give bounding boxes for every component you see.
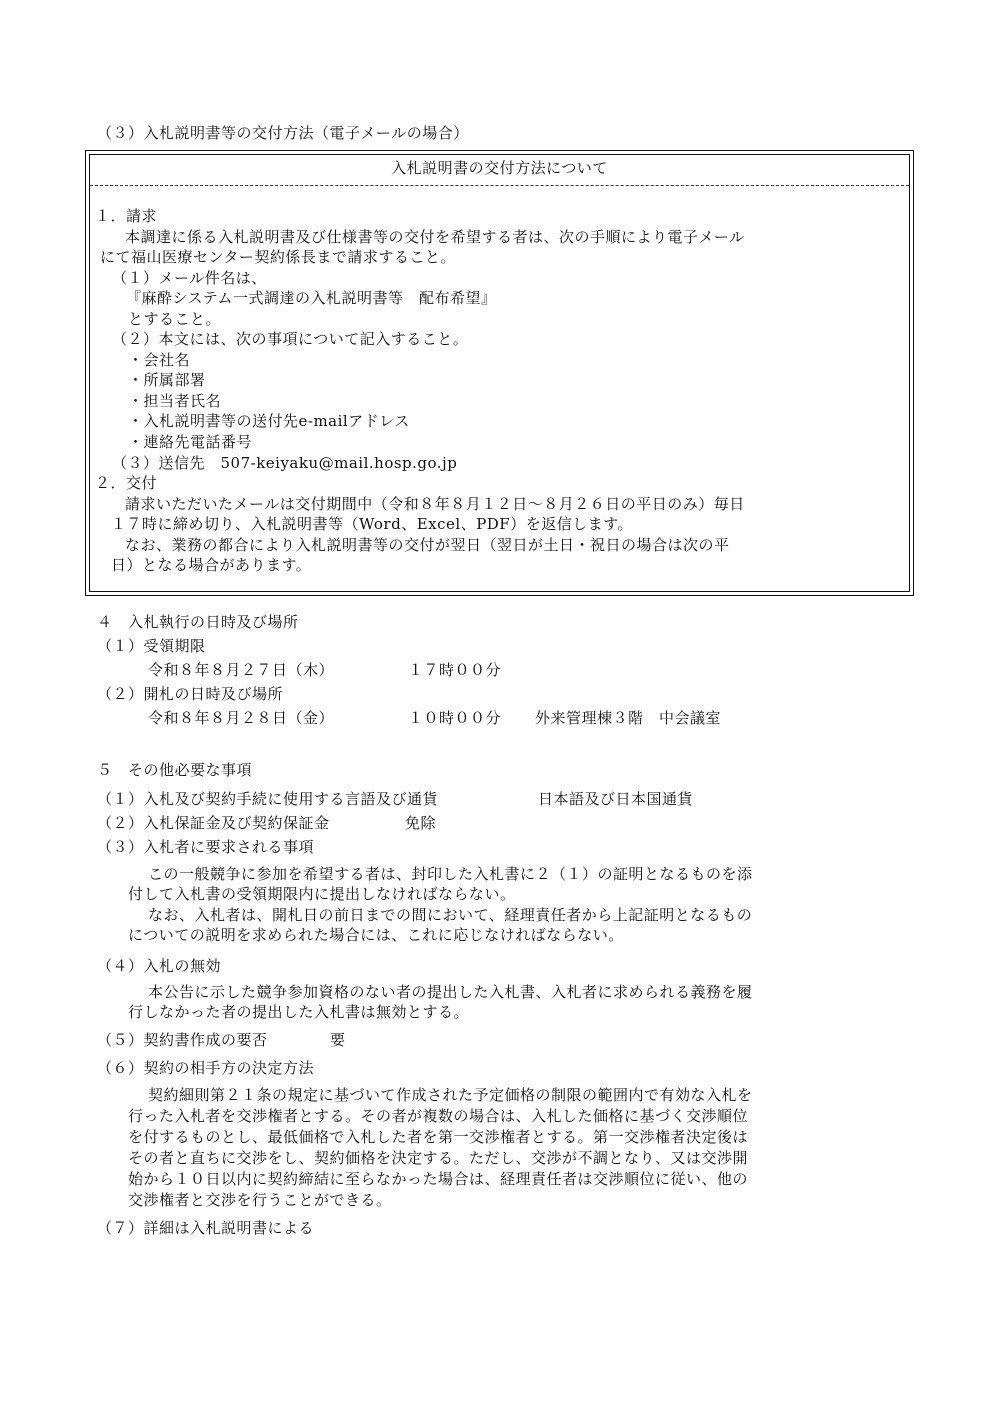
opening-place: 外来管理棟３階 中会議室	[535, 709, 722, 727]
request-paragraph-line: 本調達に係る入札説明書及び仕様書等の交付を希望する者は、次の手順により電子メール	[125, 228, 745, 246]
contract-document-label: （５）契約書作成の要否	[97, 1031, 268, 1049]
details-reference: （７）詳細は入札説明書による	[97, 1219, 315, 1237]
delivery-paragraph-line: なお、業務の都合により入札説明書等の交付が翌日（翌日が土日・祝日の場合は次の平	[125, 536, 730, 554]
bidder-requirements-line: この一般競争に参加を希望する者は、封印した入札書に２（１）の証明となるものを添	[148, 865, 753, 883]
invalid-bid-line: 行しなかった者の提出した入札書は無効とする。	[128, 1003, 470, 1021]
mail-subject-heading: （１）メール件名は、	[112, 269, 267, 287]
invalid-bid-heading: （４）入札の無効	[97, 957, 222, 975]
language-currency-value: 日本語及び日本国通貨	[538, 790, 694, 808]
counterparty-method-line: 行った入札者を交渉権者とする。その者が複数の場合は、入札した価格に基づく交渉順位	[128, 1107, 749, 1125]
opening-time: １０時００分	[408, 709, 502, 727]
notice-box-title: 入札説明書の交付方法について	[391, 159, 608, 177]
mail-body-list-item: ・会社名	[128, 351, 191, 369]
mail-subject-tail: とすること。	[128, 310, 222, 328]
deadline-time: １７時００分	[408, 661, 502, 679]
request-heading: １．請求	[95, 207, 158, 225]
bidder-requirements-line: なお、入札者は、開札日の前日までの間において、経理責任者から上記証明となるもの	[148, 906, 753, 924]
delivery-paragraph-line: 日）となる場合があります。	[111, 556, 312, 574]
opening-heading: （２）開札の日時及び場所	[97, 685, 284, 703]
mail-body-heading: （２）本文には、次の事項について記入すること。	[112, 330, 469, 348]
mail-body-list-item: ・連絡先電話番号	[128, 433, 253, 451]
section5-heading: ５ その他必要な事項	[97, 761, 253, 779]
deadline-heading: （１）受領期限	[97, 637, 206, 655]
request-paragraph-line: にて福山医療センター契約係長まで請求すること。	[100, 248, 456, 266]
send-to-address: （３）送信先 507-keiyaku@mail.hosp.go.jp	[112, 454, 458, 472]
section3-heading: （３）入札説明書等の交付方法（電子メールの場合）	[97, 124, 469, 142]
bid-security-value: 免除	[405, 814, 437, 832]
counterparty-method-line: 始から１０日以内に契約締結に至らなかった場合は、経理責任者は交渉順位に従い、他の	[128, 1170, 749, 1188]
counterparty-method-line: を付するものとし、最低価格で入札した者を第一交渉権者とする。第一交渉権者決定後は	[128, 1128, 749, 1146]
delivery-paragraph-line: 請求いただいたメールは交付期間中（令和８年８月１２日～８月２６日の平日のみ）毎日	[125, 495, 745, 513]
mail-body-list-item: ・担当者氏名	[128, 392, 222, 410]
delivery-paragraph-line: １７時に締め切り、入札説明書等（Word、Excel、PDF）を返信します。	[111, 515, 634, 533]
contract-document-value: 要	[330, 1031, 346, 1049]
mail-subject-text: 『麻酔システム一式調達の入札説明書等 配布希望』	[126, 289, 497, 307]
bidder-requirements-heading: （３）入札者に要求される事項	[97, 838, 315, 856]
invalid-bid-line: 本公告に示した競争参加資格のない者の提出した入札書、入札者に求められる義務を履	[148, 983, 753, 1001]
dashed-divider	[90, 185, 909, 186]
section4-heading: ４ 入札執行の日時及び場所	[97, 613, 299, 631]
deadline-date: 令和８年８月２７日（木）	[148, 661, 335, 679]
opening-date: 令和８年８月２８日（金）	[148, 709, 335, 727]
bidder-requirements-line: についての説明を求められた場合には、これに応じなければならない。	[128, 926, 624, 944]
mail-body-list-item: ・所属部署	[128, 371, 206, 389]
counterparty-method-heading: （６）契約の相手方の決定方法	[97, 1059, 315, 1077]
counterparty-method-line: その者と直ちに交渉をし、契約価格を決定する。ただし、交渉が不調となり、又は交渉開	[128, 1149, 749, 1167]
counterparty-method-line: 交渉権者と交渉を行うことができる。	[128, 1191, 392, 1209]
delivery-heading: ２．交付	[95, 474, 158, 492]
mail-body-list-item: ・入札説明書等の送付先e-mailアドレス	[128, 412, 410, 430]
bid-security-label: （２）入札保証金及び契約保証金	[97, 814, 330, 832]
counterparty-method-line: 契約細則第２１条の規定に基づいて作成された予定価格の制限の範囲内で有効な入札を	[148, 1086, 753, 1104]
language-currency-label: （１）入札及び契約手続に使用する言語及び通貨	[97, 790, 439, 808]
bidder-requirements-line: 付して入札書の受領期限内に提出しなければならない。	[128, 885, 516, 903]
